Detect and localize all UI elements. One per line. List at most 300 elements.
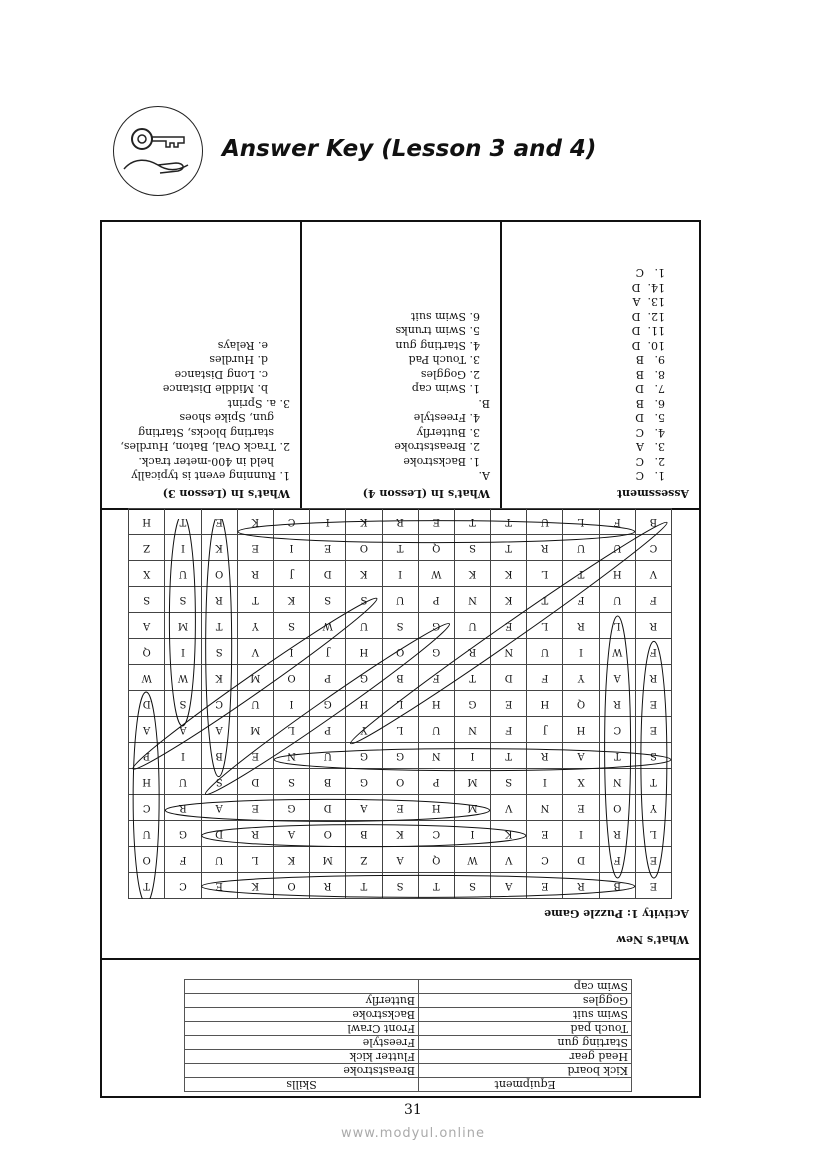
grid-cell: G: [346, 743, 382, 769]
grid-cell: P: [418, 769, 454, 795]
grid-cell: R: [237, 561, 273, 587]
grid-cell: R: [165, 795, 201, 821]
grid-cell: K: [491, 821, 527, 847]
grid-cell: N: [527, 795, 563, 821]
grid-cell: O: [382, 639, 418, 665]
table-row: [185, 1064, 632, 1078]
grid-cell: R: [454, 639, 490, 665]
assessment-item: 9. B: [635, 353, 665, 367]
grid-cell: O: [201, 561, 237, 587]
lesson4-column: [300, 222, 500, 508]
lesson3-sub-item: b. Middle Distance: [162, 382, 268, 396]
grid-cell: M: [454, 769, 490, 795]
answer-key-box: [100, 220, 701, 1098]
grid-cell: A: [491, 873, 527, 899]
grid-cell: E: [201, 509, 237, 535]
skill-cell: [185, 980, 419, 994]
grid-cell: G: [418, 639, 454, 665]
grid-cell: S: [382, 873, 418, 899]
grid-cell: C: [527, 847, 563, 873]
grid-cell: L: [273, 717, 309, 743]
grid-cell: C: [129, 795, 165, 821]
grid-cell: I: [454, 821, 490, 847]
skill-cell: Freestyle: [185, 1036, 419, 1050]
grid-cell: N: [599, 769, 635, 795]
grid-cell: U: [563, 535, 599, 561]
lesson3-sub-item: c. Long Distance: [174, 368, 268, 381]
grid-cell: V: [491, 847, 527, 873]
page-title: Answer Key (Lesson 3 and 4): [222, 136, 597, 162]
grid-cell: K: [201, 665, 237, 691]
word-search-grid: [128, 516, 672, 899]
grid-cell: E: [201, 873, 237, 899]
lesson4-b-item: 3. Touch Pad: [408, 353, 480, 367]
grid-cell: X: [129, 561, 165, 587]
lesson4-title: What's In (Lesson 4): [362, 487, 490, 500]
lesson4-b-item: 5. Swim trunks: [395, 324, 480, 338]
grid-cell: N: [491, 639, 527, 665]
grid-cell: W: [165, 665, 201, 691]
grid-cell: S: [273, 613, 309, 639]
table-row: [185, 1036, 632, 1050]
grid-cell: W: [454, 847, 490, 873]
grid-cell: U: [310, 743, 346, 769]
page-number: 31: [404, 1102, 422, 1118]
equipment-skills-section: [102, 958, 699, 1096]
equipment-skills-table: [184, 979, 632, 1092]
assessment-item: 3. A: [636, 440, 665, 454]
grid-cell: Y: [237, 613, 273, 639]
section-heading: What's New: [616, 933, 689, 946]
grid-cell: H: [527, 691, 563, 717]
answer-oval-headgear: [165, 799, 489, 821]
grid-cell: F: [635, 639, 671, 665]
grid-cell: K: [346, 561, 382, 587]
table-row: [185, 980, 632, 994]
lesson4-b-item: 1. Swim cap: [411, 382, 480, 396]
grid-cell: T: [599, 743, 635, 769]
grid-cell: M: [165, 613, 201, 639]
grid-cell: B: [310, 769, 346, 795]
grid-cell: E: [491, 613, 527, 639]
lesson4-a-item: 1. Backstroke: [403, 455, 480, 468]
grid-cell: U: [527, 509, 563, 535]
grid-cell: R: [599, 821, 635, 847]
grid-cell: G: [310, 691, 346, 717]
grid-cell: D: [237, 769, 273, 795]
grid-cell: S: [454, 535, 490, 561]
grid-cell: H: [129, 509, 165, 535]
grid-cell: E: [635, 717, 671, 743]
grid-cell: M: [237, 717, 273, 743]
assessment-item: 2. C: [635, 455, 665, 468]
grid-cell: T: [237, 587, 273, 613]
grid-cell: N: [454, 717, 490, 743]
assessment-item: 11. D: [631, 324, 665, 338]
grid-cell: W: [129, 665, 165, 691]
grid-cell: S: [165, 587, 201, 613]
grid-cell: S: [201, 639, 237, 665]
grid-cell: H: [563, 717, 599, 743]
lesson4-a-label: A.: [478, 469, 490, 483]
grid-cell: E: [635, 847, 671, 873]
lesson4-b-item: 2. Goggles: [420, 368, 480, 381]
grid-cell: K: [273, 587, 309, 613]
grid-cell: N: [418, 743, 454, 769]
grid-cell: K: [273, 847, 309, 873]
grid-cell: S: [273, 769, 309, 795]
grid-cell: T: [454, 509, 490, 535]
grid-cell: F: [599, 847, 635, 873]
grid-cell: L: [527, 561, 563, 587]
grid-cell: L: [382, 691, 418, 717]
answer-oval-backstroke: [206, 519, 232, 777]
equipment-cell: Swim suit: [419, 1008, 632, 1022]
grid-cell: C: [273, 509, 309, 535]
grid-cell: I: [527, 769, 563, 795]
assessment-item: 5. D: [635, 411, 665, 425]
lesson3-title: What's In (Lesson 3): [162, 487, 290, 500]
grid-cell: I: [273, 535, 309, 561]
grid-cell: E: [418, 509, 454, 535]
grid-cell: Q: [418, 535, 454, 561]
grid-cell: H: [418, 795, 454, 821]
equipment-cell: Starting gun: [419, 1036, 632, 1050]
grid-cell: A: [563, 743, 599, 769]
lesson3-sub-item: e. Relays: [217, 339, 268, 352]
grid-cell: I: [165, 743, 201, 769]
grid-cell: P: [310, 665, 346, 691]
grid-cell: J: [273, 561, 309, 587]
answer-oval-touchpad: [133, 692, 159, 899]
grid-cell: F: [635, 587, 671, 613]
skill-cell: Butterfly: [185, 994, 419, 1008]
grid-cell: A: [165, 717, 201, 743]
grid-cell: L: [599, 613, 635, 639]
grid-cell: E: [527, 821, 563, 847]
grid-cell: T: [491, 509, 527, 535]
lesson3-item-2: 2. Track Oval, Baton, Hurdles, starting blocks, Starting gun, Spike shoes: [120, 411, 290, 454]
grid-cell: E: [527, 873, 563, 899]
grid-cell: F: [165, 847, 201, 873]
grid-cell: G: [165, 821, 201, 847]
grid-cell: E: [563, 795, 599, 821]
grid-cell: S: [454, 873, 490, 899]
grid-cell: O: [129, 847, 165, 873]
grid-cell: U: [527, 639, 563, 665]
assessment-title: Assessment: [616, 487, 689, 500]
grid-cell: S: [165, 691, 201, 717]
grid-cell: S: [346, 587, 382, 613]
grid-cell: L: [635, 821, 671, 847]
header-skills: Skills: [185, 1078, 419, 1092]
grid-cell: T: [382, 535, 418, 561]
header-equipment: Equipment: [419, 1078, 632, 1092]
skill-cell: Front Crawl: [185, 1022, 419, 1036]
grid-cell: T: [527, 587, 563, 613]
grid-cell: W: [599, 639, 635, 665]
grid-cell: S: [491, 769, 527, 795]
assessment-column: [500, 222, 699, 508]
answer-oval-breaststroke: [202, 875, 635, 897]
grid-cell: B: [635, 509, 671, 535]
whats-new-section: [102, 508, 699, 958]
assessment-item: 1. C: [635, 469, 665, 483]
grid-cell: K: [382, 821, 418, 847]
grid-cell: T: [346, 873, 382, 899]
grid-cell: E: [237, 535, 273, 561]
grid-cell: F: [563, 587, 599, 613]
grid-cell: T: [454, 665, 490, 691]
answer-oval-frontcrawl: [605, 616, 631, 878]
grid-cell: R: [563, 873, 599, 899]
grid-cell: C: [165, 873, 201, 899]
grid-cell: S: [310, 587, 346, 613]
assessment-item: 14. D: [631, 281, 665, 294]
grid-cell: G: [346, 769, 382, 795]
key-in-hand-logo-icon: [113, 106, 203, 196]
answer-oval-startinggun: [274, 749, 671, 771]
grid-cell: T: [491, 535, 527, 561]
grid-cell: R: [201, 587, 237, 613]
grid-cell: A: [599, 665, 635, 691]
grid-cell: M: [454, 795, 490, 821]
grid-cell: O: [273, 665, 309, 691]
table-row: [185, 1022, 632, 1036]
grid-cell: R: [527, 535, 563, 561]
grid-cell: I: [273, 639, 309, 665]
grid-cell: M: [237, 665, 273, 691]
grid-cell: F: [491, 717, 527, 743]
grid-cell: G: [418, 613, 454, 639]
grid-cell: C: [201, 691, 237, 717]
grid-cell: R: [527, 743, 563, 769]
assessment-item: 1. C: [635, 266, 665, 280]
grid-cell: G: [454, 691, 490, 717]
grid-cell: T: [491, 743, 527, 769]
assessment-item: 8. B: [635, 368, 665, 381]
table-row: [185, 1050, 632, 1064]
grid-cell: U: [599, 535, 635, 561]
grid-cell: L: [237, 847, 273, 873]
assessment-item: 7. D: [635, 382, 665, 396]
assessment-item: 10. D: [631, 339, 665, 352]
grid-cell: O: [599, 795, 635, 821]
answer-oval-freestyle: [641, 641, 667, 878]
grid-cell: H: [346, 639, 382, 665]
grid-cell: T: [563, 561, 599, 587]
equipment-cell: Swim cap: [419, 980, 632, 994]
grid-cell: V: [635, 561, 671, 587]
grid-cell: O: [346, 535, 382, 561]
grid-cell: G: [273, 795, 309, 821]
grid-cell: E: [382, 795, 418, 821]
grid-cell: A: [201, 717, 237, 743]
grid-cell: A: [346, 795, 382, 821]
lesson4-b-label: B.: [478, 397, 490, 410]
grid-cell: Q: [129, 639, 165, 665]
grid-cell: C: [635, 535, 671, 561]
grid-cell: I: [310, 509, 346, 535]
grid-cell: P: [129, 743, 165, 769]
lesson3-item-3: 3. a. Sprint: [227, 397, 290, 410]
skill-cell: Flutter kick: [185, 1050, 419, 1064]
grid-cell: D: [129, 691, 165, 717]
grid-cell: J: [310, 639, 346, 665]
grid-cell: S: [201, 769, 237, 795]
answer-oval-butterfly: [345, 519, 672, 751]
grid-cell: K: [346, 509, 382, 535]
grid-cell: N: [273, 743, 309, 769]
grid-cell: R: [635, 613, 671, 639]
equipment-cell: Kick board: [419, 1064, 632, 1078]
grid-cell: P: [418, 587, 454, 613]
grid-cell: F: [599, 509, 635, 535]
equipment-cell: Head gear: [419, 1050, 632, 1064]
grid-cell: H: [346, 691, 382, 717]
lesson3-item-1: 1. Running event is typically held in 400-meter track.: [131, 455, 290, 483]
table-row: [185, 994, 632, 1008]
answer-oval-swimcap: [128, 591, 382, 776]
grid-cell: T: [418, 873, 454, 899]
assessment-item: 6. B: [635, 397, 665, 410]
equipment-cell: Touch pad: [419, 1022, 632, 1036]
lesson4-a-item: 4. Freestyle: [413, 411, 480, 425]
answer-oval-flutterkick: [238, 521, 635, 543]
watermark: www.modyul.online: [340, 1126, 486, 1141]
grid-cell: K: [237, 509, 273, 535]
grid-cell: B: [201, 743, 237, 769]
grid-cell: I: [165, 639, 201, 665]
grid-cell: E: [635, 873, 671, 899]
grid-cell: U: [346, 613, 382, 639]
equipment-cell: Goggles: [419, 994, 632, 1008]
grid-cell: U: [129, 821, 165, 847]
grid-cell: K: [491, 561, 527, 587]
grid-cell: R: [237, 821, 273, 847]
grid-cell: V: [491, 795, 527, 821]
lesson3-column: [102, 222, 300, 508]
grid-cell: U: [237, 691, 273, 717]
grid-cell: K: [237, 873, 273, 899]
grid-cell: Z: [129, 535, 165, 561]
grid-cell: I: [273, 691, 309, 717]
grid-cell: F: [527, 665, 563, 691]
grid-cell: A: [129, 613, 165, 639]
grid-cell: P: [310, 717, 346, 743]
grid-cell: D: [563, 847, 599, 873]
grid-cell: A: [382, 847, 418, 873]
grid-cell: L: [527, 613, 563, 639]
answer-oval-goggles: [200, 616, 454, 801]
grid-cell: U: [165, 561, 201, 587]
grid-cell: O: [310, 821, 346, 847]
grid-cell: R: [599, 691, 635, 717]
grid-cell: R: [563, 613, 599, 639]
assessment-item: 4. C: [635, 426, 665, 439]
grid-cell: L: [382, 717, 418, 743]
grid-cell: A: [273, 821, 309, 847]
grid-cell: H: [599, 561, 635, 587]
activity-title: Activity 1: Puzzle Game: [544, 907, 689, 920]
grid-cell: D: [310, 795, 346, 821]
grid-cell: R: [382, 509, 418, 535]
grid-cell: A: [129, 717, 165, 743]
grid-cell: I: [563, 639, 599, 665]
lesson4-b-item: 6. Swim suit: [410, 310, 480, 323]
grid-cell: V: [237, 639, 273, 665]
grid-cell: L: [563, 509, 599, 535]
grid-cell: C: [418, 821, 454, 847]
grid-cell: U: [454, 613, 490, 639]
grid-cell: G: [382, 743, 418, 769]
grid-cell: I: [454, 743, 490, 769]
grid-cell: I: [563, 821, 599, 847]
lesson3-sub-item: d. Hurdles: [209, 353, 268, 367]
grid-cell: W: [310, 613, 346, 639]
grid-cell: B: [599, 873, 635, 899]
grid-cell: T: [129, 873, 165, 899]
grid-cell: E: [635, 691, 671, 717]
grid-cell: J: [527, 717, 563, 743]
grid-cell: K: [201, 535, 237, 561]
grid-cell: E: [310, 535, 346, 561]
lesson4-b-item: 4. Starting gun: [395, 339, 480, 352]
grid-cell: R: [635, 665, 671, 691]
grid-cell: U: [165, 769, 201, 795]
grid-cell: N: [454, 587, 490, 613]
grid-cell: E: [237, 743, 273, 769]
grid-cell: Z: [346, 847, 382, 873]
grid-cell: F: [418, 665, 454, 691]
grid-cell: G: [346, 665, 382, 691]
grid-cell: X: [563, 769, 599, 795]
table-row: [185, 1008, 632, 1022]
grid-cell: Y: [563, 665, 599, 691]
grid-cell: R: [310, 873, 346, 899]
grid-cell: H: [418, 691, 454, 717]
grid-cell: O: [273, 873, 309, 899]
grid-cell: K: [454, 561, 490, 587]
grid-cell: H: [129, 769, 165, 795]
assessment-item: 12. D: [631, 310, 665, 323]
grid-cell: E: [491, 691, 527, 717]
grid-cell: D: [201, 821, 237, 847]
assessment-item: 13. A: [632, 295, 665, 309]
grid-cell: M: [310, 847, 346, 873]
grid-cell: D: [491, 665, 527, 691]
answer-oval-swimsuit: [169, 519, 195, 726]
grid-cell: U: [599, 587, 635, 613]
grid-cell: I: [382, 561, 418, 587]
grid-cell: Y: [346, 717, 382, 743]
grid-cell: D: [310, 561, 346, 587]
grid-cell: S: [635, 743, 671, 769]
grid-cell: S: [382, 613, 418, 639]
grid-cell: T: [165, 509, 201, 535]
lesson4-a-item: 3. Butterfly: [416, 426, 480, 439]
lesson4-a-item: 2. Breaststroke: [394, 440, 480, 454]
grid-cell: I: [165, 535, 201, 561]
grid-cell: W: [418, 561, 454, 587]
grid-cell: Q: [563, 691, 599, 717]
grid-cell: Y: [635, 795, 671, 821]
grid-cell: T: [635, 769, 671, 795]
skill-cell: Backstroke: [185, 1008, 419, 1022]
grid-cell: C: [599, 717, 635, 743]
grid-cell: B: [382, 665, 418, 691]
grid-cell: B: [346, 821, 382, 847]
